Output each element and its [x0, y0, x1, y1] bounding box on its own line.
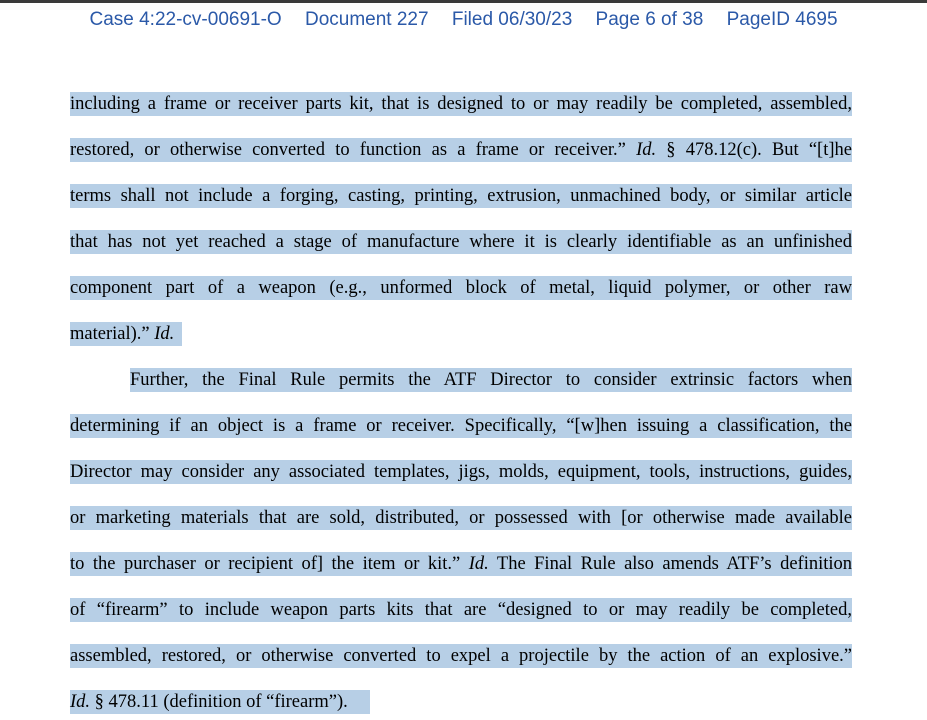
- text-line: of “firearm” to include weapon parts kits that are “designed to or may readily be completed,: [70, 600, 852, 620]
- text-line: Id. § 478.11 (definition of “firearm”).: [70, 690, 370, 714]
- text-line: restored, or otherwise converted to function as a frame or receiver.” Id. § 478.12(c). But “[t]he: [70, 140, 852, 160]
- viewer-top-border: [0, 0, 927, 3]
- case-number: Case 4:22-cv-00691-O: [89, 9, 282, 30]
- text-line: terms shall not include a forging, casting, printing, extrusion, unmachined body, or similar article: [70, 186, 852, 206]
- text-line: Director may consider any associated templates, jigs, molds, equipment, tools, instructions, guides,: [70, 462, 852, 482]
- text-line: component part of a weapon (e.g., unformed block of metal, liquid polymer, or other raw: [70, 278, 852, 298]
- document-header: [0, 9, 927, 31]
- text-line: to the purchaser or recipient of] the item or kit.” Id. The Final Rule also amends ATF’s definition: [70, 554, 852, 574]
- text-line: assembled, restored, or otherwise converted to expel a projectile by the action of an explosive.”: [70, 646, 852, 666]
- text-line: that has not yet reached a stage of manufacture where it is clearly identifiable as an unfinished: [70, 232, 852, 252]
- text-line: or marketing materials that are sold, distributed, or possessed with [or otherwise made available: [70, 508, 852, 528]
- paragraph-first-line: Further, the Final Rule permits the ATF Director to consider extrinsic factors when: [130, 370, 852, 390]
- page-id: PageID 4695: [726, 9, 838, 30]
- text-line: including a frame or receiver parts kit, that is designed to or may readily be completed, assembled,: [70, 94, 852, 114]
- text-line: determining if an object is a frame or receiver. Specifically, “[w]hen issuing a classification, the: [70, 416, 852, 436]
- document-number: Document 227: [304, 9, 429, 30]
- page-number: Page 6 of 38: [595, 9, 704, 30]
- text-line: material).” Id.: [70, 322, 182, 346]
- filed-date: Filed 06/30/23: [451, 9, 573, 30]
